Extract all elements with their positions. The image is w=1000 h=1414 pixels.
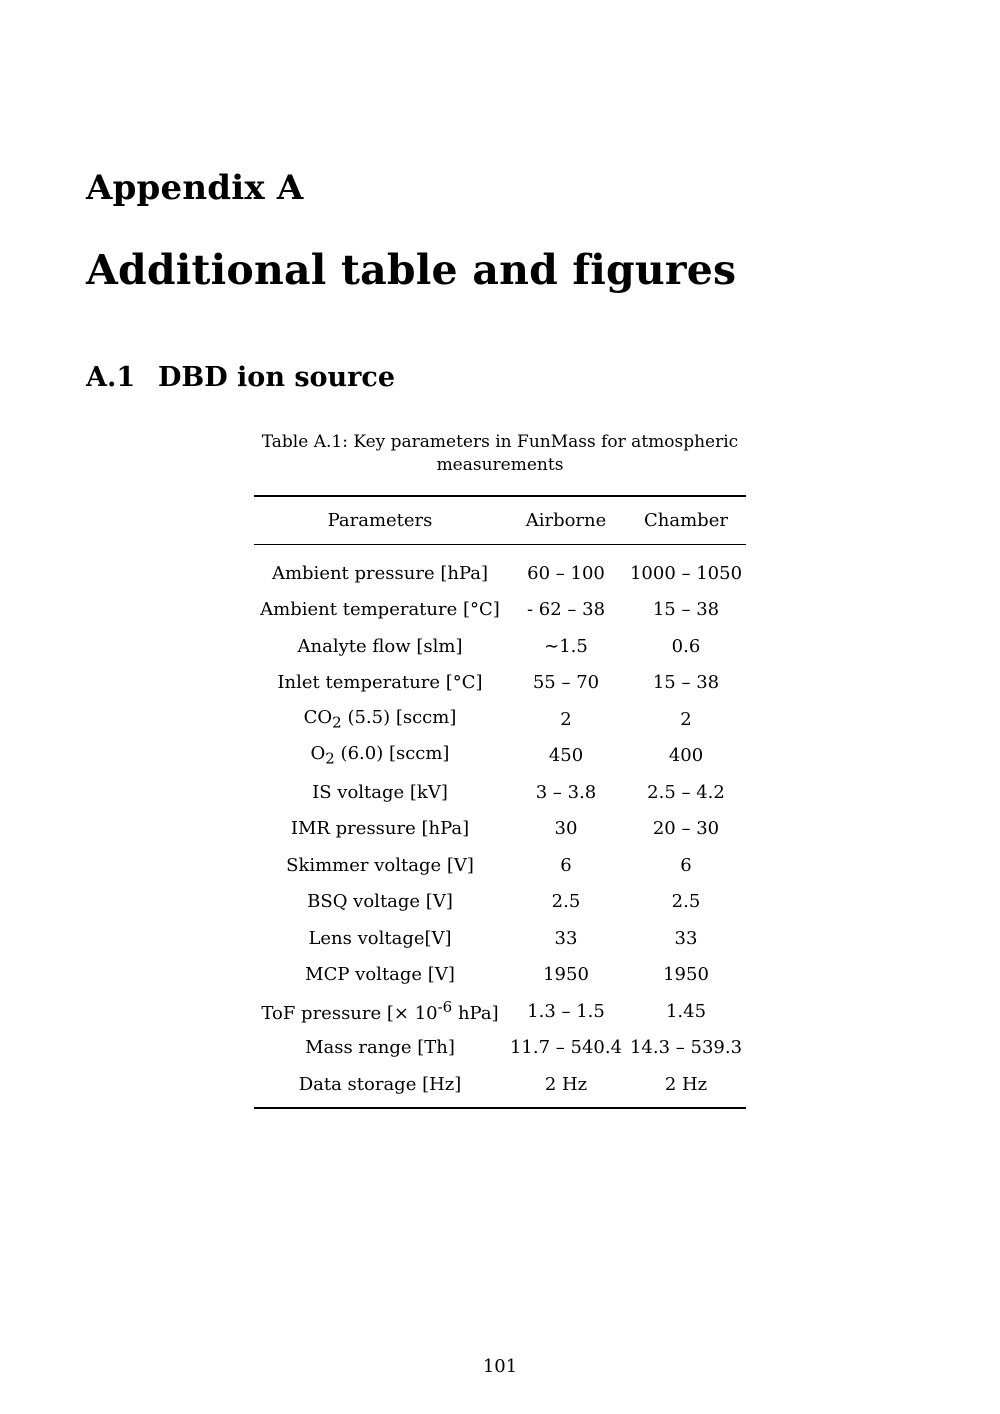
parameter-cell: Ambient temperature [°C] bbox=[260, 599, 500, 621]
chamber-cell: 15 – 38 bbox=[652, 672, 720, 694]
airborne-cell: 11.7 – 540.4 bbox=[509, 1037, 623, 1059]
chamber-cell: 400 bbox=[668, 745, 704, 767]
parameter-cell: MCP voltage [V] bbox=[305, 964, 455, 986]
airborne-cell: 2 Hz bbox=[544, 1073, 588, 1095]
airborne-cell: 6 bbox=[560, 854, 572, 876]
table-row bbox=[254, 665, 746, 702]
table-row bbox=[254, 1066, 746, 1108]
page-number: 101 bbox=[482, 1356, 518, 1377]
parameter-text: ToF pressure [× 10 bbox=[261, 1003, 438, 1025]
column-header-parameters: Parameters bbox=[327, 510, 433, 531]
table-row bbox=[254, 592, 746, 629]
parameter-text: O bbox=[310, 743, 326, 765]
parameter-cell bbox=[254, 738, 506, 775]
table-header-row bbox=[254, 496, 746, 545]
airborne-cell: ∼1.5 bbox=[544, 635, 588, 657]
parameter-cell bbox=[254, 993, 506, 1030]
table-row bbox=[254, 920, 746, 957]
chamber-cell: 2 Hz bbox=[664, 1073, 708, 1095]
parameter-cell: Analyte flow [slm] bbox=[297, 635, 463, 657]
chamber-cell: 2.5 bbox=[671, 891, 701, 913]
chamber-cell: 2.5 – 4.2 bbox=[647, 781, 725, 803]
table-row bbox=[254, 957, 746, 994]
table-row bbox=[254, 701, 746, 738]
airborne-cell: 2 bbox=[560, 708, 572, 730]
section-number: A.1 bbox=[86, 362, 136, 393]
chamber-cell: 1000 – 1050 bbox=[629, 562, 743, 584]
parameter-cell: Mass range [Th] bbox=[305, 1037, 455, 1059]
parameter-cell: Inlet temperature [°C] bbox=[277, 672, 483, 694]
table-row bbox=[254, 993, 746, 1030]
parameter-cell: BSQ voltage [V] bbox=[307, 891, 453, 913]
parameters-table-container bbox=[254, 495, 746, 1109]
table-row bbox=[254, 1030, 746, 1067]
table-row bbox=[254, 847, 746, 884]
airborne-cell: 1950 bbox=[543, 964, 589, 986]
airborne-cell: 2.5 bbox=[551, 891, 581, 913]
chamber-cell: 14.3 – 539.3 bbox=[629, 1037, 743, 1059]
section-title: DBD ion source bbox=[158, 362, 396, 393]
airborne-cell: 450 bbox=[548, 745, 584, 767]
table-row bbox=[254, 545, 746, 592]
chamber-cell: 15 – 38 bbox=[652, 599, 720, 621]
airborne-cell: 1.3 – 1.5 bbox=[527, 1000, 605, 1022]
column-header-airborne: Airborne bbox=[525, 510, 607, 531]
chamber-cell: 33 bbox=[674, 927, 698, 949]
parameter-cell: Ambient pressure [hPa] bbox=[271, 562, 489, 584]
airborne-cell: - 62 – 38 bbox=[526, 599, 606, 621]
table-caption: Table A.1: Key parameters in FunMass for atmospheric measurements bbox=[261, 432, 739, 475]
section-heading bbox=[86, 362, 395, 393]
chamber-cell: 1.45 bbox=[665, 1000, 707, 1022]
parameter-subscript: 2 bbox=[332, 713, 342, 732]
chamber-cell: 0.6 bbox=[671, 635, 701, 657]
table-row bbox=[254, 628, 746, 665]
chamber-cell: 2 bbox=[680, 708, 692, 730]
parameter-text: CO bbox=[303, 706, 333, 728]
parameter-text-rest: (6.0) [sccm] bbox=[334, 743, 450, 765]
appendix-label: Appendix A bbox=[86, 168, 304, 208]
parameters-table bbox=[254, 495, 746, 1109]
parameter-text-rest: hPa] bbox=[452, 1003, 499, 1025]
parameter-cell: Lens voltage[V] bbox=[308, 927, 452, 949]
airborne-cell: 30 bbox=[554, 818, 578, 840]
table-row bbox=[254, 774, 746, 811]
parameter-cell bbox=[254, 701, 506, 738]
column-header-chamber: Chamber bbox=[644, 510, 728, 531]
table-row bbox=[254, 811, 746, 848]
parameter-cell: IMR pressure [hPa] bbox=[290, 818, 470, 840]
airborne-cell: 3 – 3.8 bbox=[535, 781, 597, 803]
parameter-subscript: 2 bbox=[325, 750, 335, 769]
chamber-cell: 6 bbox=[680, 854, 692, 876]
parameter-cell: Data storage [Hz] bbox=[298, 1073, 462, 1095]
chamber-cell: 20 – 30 bbox=[652, 818, 720, 840]
parameter-superscript: -6 bbox=[437, 998, 453, 1017]
table-row bbox=[254, 738, 746, 775]
parameter-cell: IS voltage [kV] bbox=[312, 781, 448, 803]
chamber-cell: 1950 bbox=[663, 964, 709, 986]
parameter-cell: Skimmer voltage [V] bbox=[286, 854, 474, 876]
airborne-cell: 33 bbox=[554, 927, 578, 949]
airborne-cell: 60 – 100 bbox=[527, 562, 605, 584]
parameter-text-rest: (5.5) [sccm] bbox=[341, 706, 457, 728]
airborne-cell: 55 – 70 bbox=[532, 672, 600, 694]
chapter-title: Additional table and figures bbox=[86, 246, 737, 294]
table-row bbox=[254, 884, 746, 921]
